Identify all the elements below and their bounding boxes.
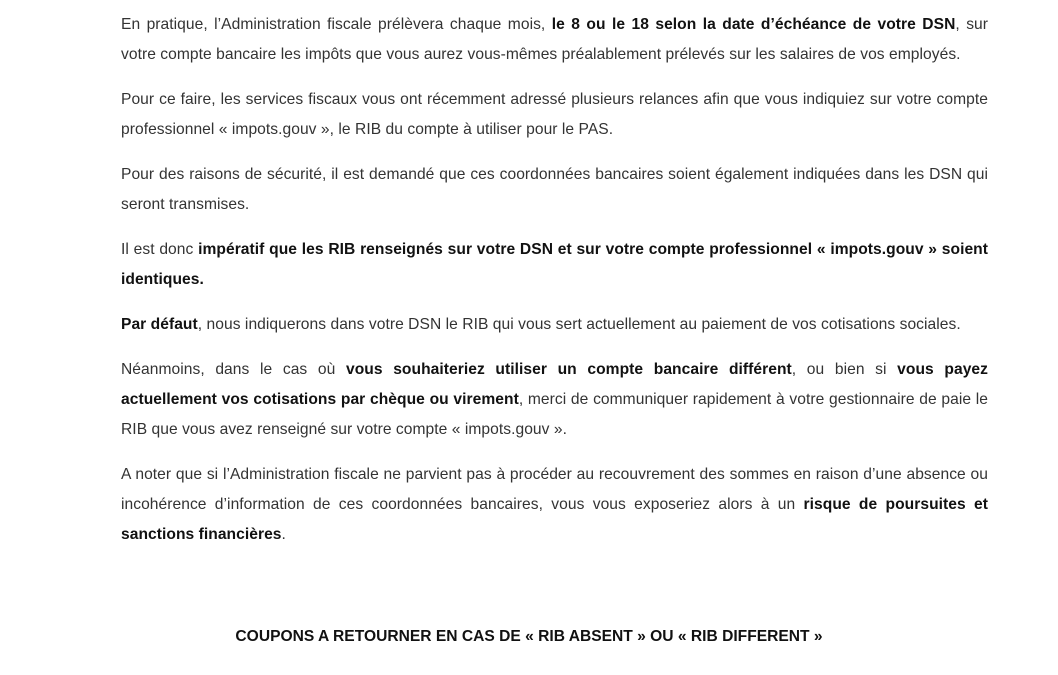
coupons-heading: COUPONS A RETOURNER EN CAS DE « RIB ABSENT » OU « RIB DIFFERENT » (235, 628, 823, 645)
text-run: , ou bien si (791, 361, 898, 378)
text-run-bold: vous souhaiteriez utiliser un compte bancaire différent (345, 361, 792, 378)
text-run: , nous indiquerons dans votre DSN le RIB qui vous sert actuellement au paiement de vos cotisations sociales. (197, 316, 961, 333)
text-run: Pour ce faire, les services fiscaux vous ont récemment adressé plusieurs relances afin que vous indiquiez sur votre compte professionnel « impots.gouv », le RIB du compte à utiliser pour le PAS. (121, 91, 988, 138)
paragraph-neanmoins (121, 355, 988, 445)
text-run-bold: impératif que les RIB renseignés sur votre DSN et sur votre compte professionnel « impots.gouv » soient identiques. (121, 241, 988, 288)
text-run-bold: Par défaut (121, 316, 198, 333)
text-run: , merci de communiquer rapidement à votre gestionnaire de paie le RIB que vous avez renseigné sur votre compte « impots.gouv ». (121, 391, 988, 438)
text-run: . (281, 526, 286, 543)
paragraph-prelevement (121, 10, 988, 70)
text-run: A noter que si l’Administration fiscale ne parvient pas à procéder au recouvrement des sommes en raison d’une absence ou incohérence d’information de ces coordonnées bancaires, vous vous exposeriez alors à un (121, 466, 988, 513)
text-run: Néanmoins, dans le cas où (121, 361, 346, 378)
paragraph-par-defaut (121, 310, 988, 340)
document-body (121, 10, 988, 565)
paragraph-imperatif (121, 235, 988, 295)
text-run-bold: risque de poursuites et sanctions financières (121, 496, 988, 543)
text-run: , sur votre compte bancaire les impôts que vous aurez vous-mêmes préalablement prélevés sur les salaires de vos employés. (121, 16, 989, 63)
text-run-bold: vous payez actuellement vos cotisations par chèque ou virement (121, 361, 988, 408)
text-run: Pour des raisons de sécurité, il est demandé que ces coordonnées bancaires soient également indiquées dans les DSN qui seront transmises. (121, 166, 988, 213)
text-run: Il est donc (121, 241, 199, 258)
text-run: En pratique, l’Administration fiscale prélèvera chaque mois, (121, 16, 552, 33)
paragraph-securite (121, 160, 988, 220)
paragraph-a-noter (121, 460, 988, 550)
paragraph-relances (121, 85, 988, 145)
text-run-bold: le 8 ou le 18 selon la date d’échéance de votre DSN (551, 16, 956, 33)
